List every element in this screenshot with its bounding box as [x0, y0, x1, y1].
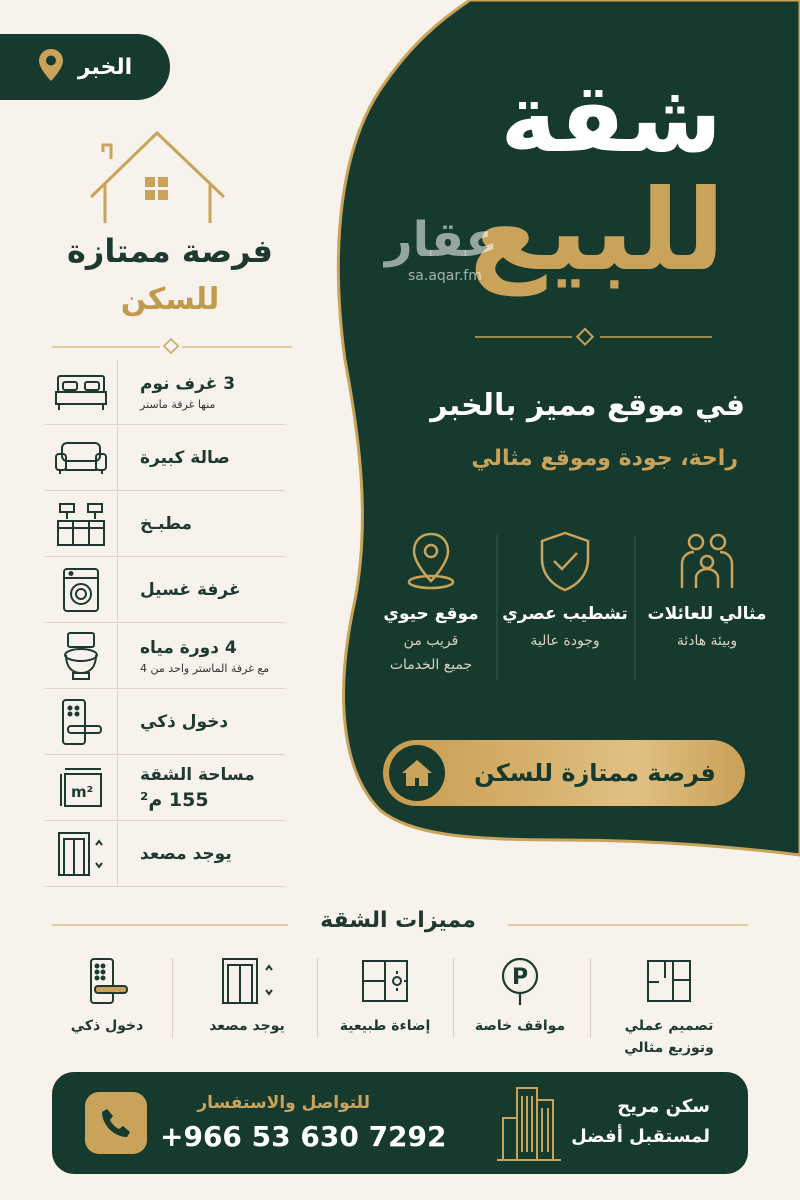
elevator-icon [45, 822, 118, 886]
location-badge [0, 34, 170, 100]
spec-title: مساحة الشقة [140, 765, 255, 785]
highlight-title: مثالي للعائلات [647, 604, 767, 624]
contact-label: للتواصل والاستفسار [197, 1093, 370, 1113]
highlight-families [642, 530, 772, 654]
home-icon [389, 745, 445, 801]
svg-text:P: P [512, 965, 529, 990]
shield-check-icon [500, 530, 630, 592]
cta-button[interactable] [383, 740, 745, 806]
tagline-sub: راحة، جودة وموقع مثالي [471, 446, 738, 471]
watermark-url: sa.aqar.fm [408, 268, 482, 284]
features-title: مميزات الشقة [320, 908, 476, 933]
spec-row [45, 690, 285, 755]
spec-row [45, 756, 285, 821]
spec-title: مطبـخ [140, 514, 193, 534]
smart-lock-icon [42, 955, 172, 1007]
spec-desc: منها غرفة ماستر [140, 397, 216, 411]
tagline-main: في موقع مميز بالخبر [430, 388, 745, 423]
parking-icon [455, 955, 585, 1007]
highlight-title: موقع حيوي [383, 604, 479, 624]
bed-icon [45, 360, 118, 424]
location-pin-icon [38, 48, 64, 86]
highlight-desc: وبيئة هادئة [676, 633, 738, 649]
divider [172, 958, 173, 1038]
divider [317, 958, 318, 1038]
spec-title: غرفة غسيل [140, 580, 241, 600]
headline-line2: للبيع [469, 166, 725, 296]
location-pin-icon [366, 530, 496, 592]
location-label: الخبر [77, 54, 133, 80]
feature-item [604, 955, 734, 1060]
watermark-logo: عقار [385, 212, 498, 268]
spec-row [45, 492, 285, 557]
feature-label: يوجد مصعد [209, 1018, 285, 1034]
kitchen-icon [45, 492, 118, 556]
divider [453, 958, 454, 1038]
highlight-title: تشطيب عصري [502, 604, 628, 624]
highlight-finishing [500, 530, 630, 654]
feature-label: إضاءة طبيعية [339, 1018, 431, 1034]
spec-title: 4 دورة مياه [140, 637, 237, 658]
family-icon [642, 530, 772, 592]
spec-title: 3 غرف نوم [140, 373, 236, 394]
smart-lock-icon [45, 690, 118, 754]
slogan-line1: سكن مريح [617, 1096, 710, 1117]
feature-item [455, 955, 585, 1037]
elevator-icon [182, 955, 312, 1007]
spec-row [45, 558, 285, 623]
spec-row [45, 624, 285, 689]
washing-machine-icon [45, 558, 118, 622]
floor-plan-icon [604, 955, 734, 1007]
feature-item [320, 955, 450, 1037]
spec-row [45, 426, 285, 491]
svg-text:m²: m² [71, 783, 94, 801]
feature-item [182, 955, 312, 1037]
slogan-line2: لمستقبل أفضل [571, 1126, 710, 1147]
window-sun-icon [320, 955, 450, 1007]
house-logo-icon [85, 125, 230, 229]
sofa-icon [45, 426, 118, 490]
toilet-icon [45, 624, 118, 688]
spec-title: صالة كبيرة [140, 448, 230, 468]
feature-item [42, 955, 172, 1037]
divider [590, 958, 591, 1038]
phone-icon[interactable] [85, 1092, 147, 1154]
left-title-line2: للسكن [120, 282, 220, 317]
highlight-desc: وجودة عالية [530, 633, 600, 649]
spec-row [45, 822, 285, 887]
spec-desc: 155 م² [140, 789, 209, 811]
feature-label: مواقف خاصة [474, 1018, 566, 1034]
spec-title: يوجد مصعد [140, 844, 232, 864]
spec-title: دخول ذكي [140, 712, 229, 732]
headline-line1: شقة [500, 62, 722, 174]
area-icon [45, 756, 118, 820]
building-icon [495, 1082, 575, 1166]
feature-label: تصميم عملي وتوزيع مثالي [624, 1018, 714, 1057]
phone-number[interactable]: +966 53 630 7292 [160, 1120, 447, 1153]
spec-desc: مع غرفة الماستر واحد من 4 [140, 661, 270, 675]
highlight-desc: قريب من جميع الخدمات [389, 633, 473, 673]
left-title-line1: فرصة ممتازة [67, 232, 273, 270]
feature-label: دخول ذكي [70, 1018, 144, 1034]
highlight-location [366, 530, 496, 678]
cta-label: فرصة ممتازة للسكن [474, 759, 716, 787]
spec-row [45, 360, 285, 425]
